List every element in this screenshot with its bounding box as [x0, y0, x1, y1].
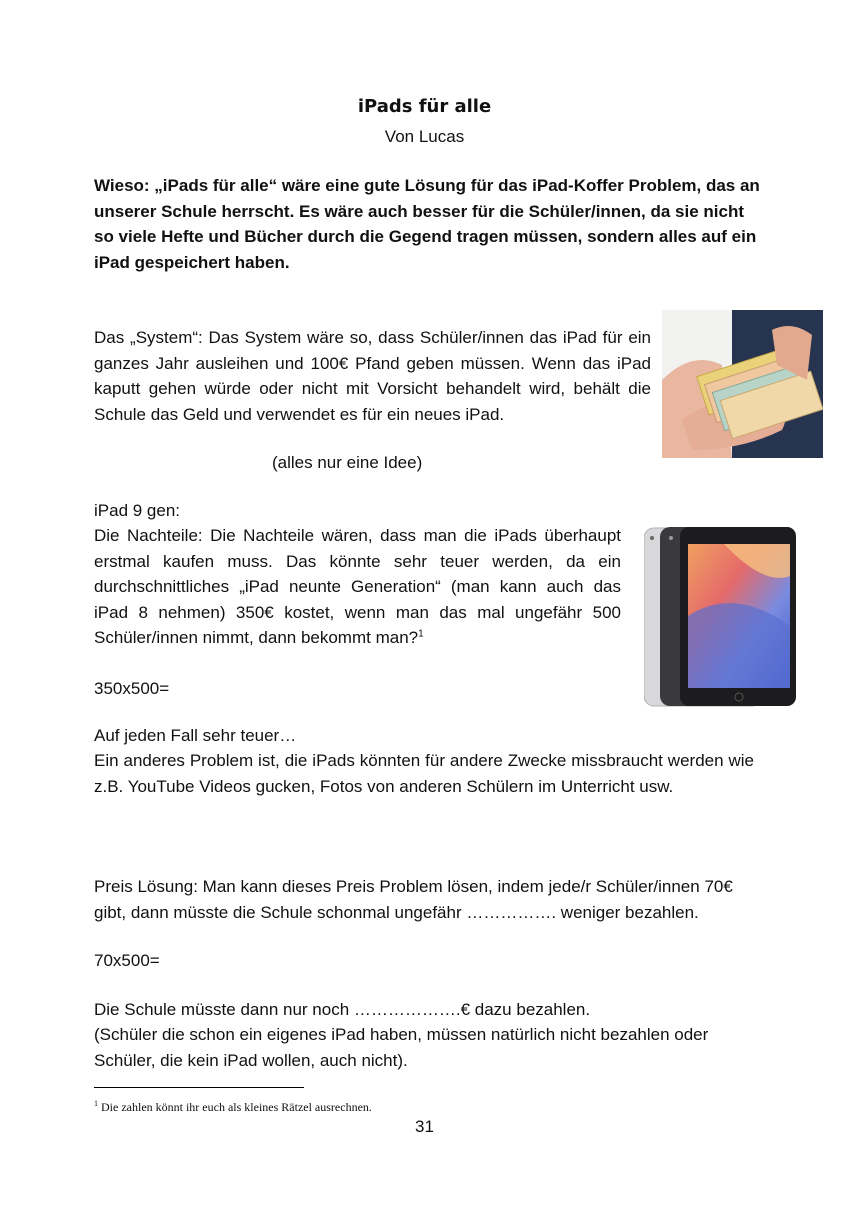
footnote [94, 1100, 372, 1115]
idea-note: (alles nur eine Idee) [272, 453, 423, 472]
misuse-paragraph: Ein anderes Problem ist, die iPads könnten für andere Zwecke missbraucht werden wie z.B. YouTube Videos gucken, Fotos von anderen Schülern im Unterricht usw. [94, 751, 754, 796]
footnote-divider [94, 1087, 304, 1088]
footnote-marker: 1 [418, 628, 424, 640]
disadvantages-text: Die Nachteile: Die Nachteile wären, dass man die iPads überhaupt erstmal kaufen muss. Das könnte sehr teuer werden, da ein durchschnittliches „iPad neunte Generation“ (man kann auch das iPad 8 nehmen) 350€ kostet, wenn man das mal ungefähr 500 Schüler/innen nimmt, dann bekommt man? [94, 526, 621, 647]
ipad-heading: iPad 9 gen: [94, 501, 181, 520]
intro-paragraph: Wieso: „iPads für alle“ wäre eine gute Lösung für das iPad-Koffer Problem, das an unserer Schule herrscht. Es wäre auch besser für die Schüler/innen, da sie nicht so viele Hefte und Bücher durch die Gegend tragen müssen, sondern alles auf ein iPad gespeichert haben. [94, 176, 760, 272]
money-photo [662, 310, 823, 458]
exemption-note: (Schüler die schon ein eigenes iPad haben, müssen natürlich nicht bezahlen oder Schüler, die kein iPad wollen, auch nicht). [94, 1025, 709, 1070]
page-number: 31 [415, 1117, 434, 1136]
system-paragraph: Das „System“: Das System wäre so, dass Schüler/innen das iPad für ein ganzes Jahr ausleihen und 100€ Pfand geben müssen. Wenn das iPad kaputt gehen würde oder nicht mit Vorsicht behandelt wird, behält die Schule das Geld und verwendet es für ein neues iPad. [94, 328, 651, 424]
calc-350x500: 350x500= [94, 679, 170, 698]
page-title: iPads für alle [357, 96, 492, 117]
author-line: Von Lucas [384, 127, 465, 146]
disadvantages-paragraph [94, 523, 621, 651]
footnote-text: Die zahlen könnt ihr euch als kleines Rätzel ausrechnen. [101, 1100, 372, 1114]
calc-70x500: 70x500= [94, 951, 160, 970]
expensive-line: Auf jeden Fall sehr teuer… [94, 726, 297, 745]
ipad-image [644, 526, 797, 707]
footnote-number: 1 [94, 1099, 98, 1108]
school-pays-line: Die Schule müsste dann nur noch ……………….€ dazu bezahlen. [94, 1000, 591, 1019]
price-solution-paragraph: Preis Lösung: Man kann dieses Preis Problem lösen, indem jede/r Schüler/innen 70€ gibt, dann müsste die Schule schonmal ungefähr ……………. weniger bezahlen. [94, 877, 733, 922]
